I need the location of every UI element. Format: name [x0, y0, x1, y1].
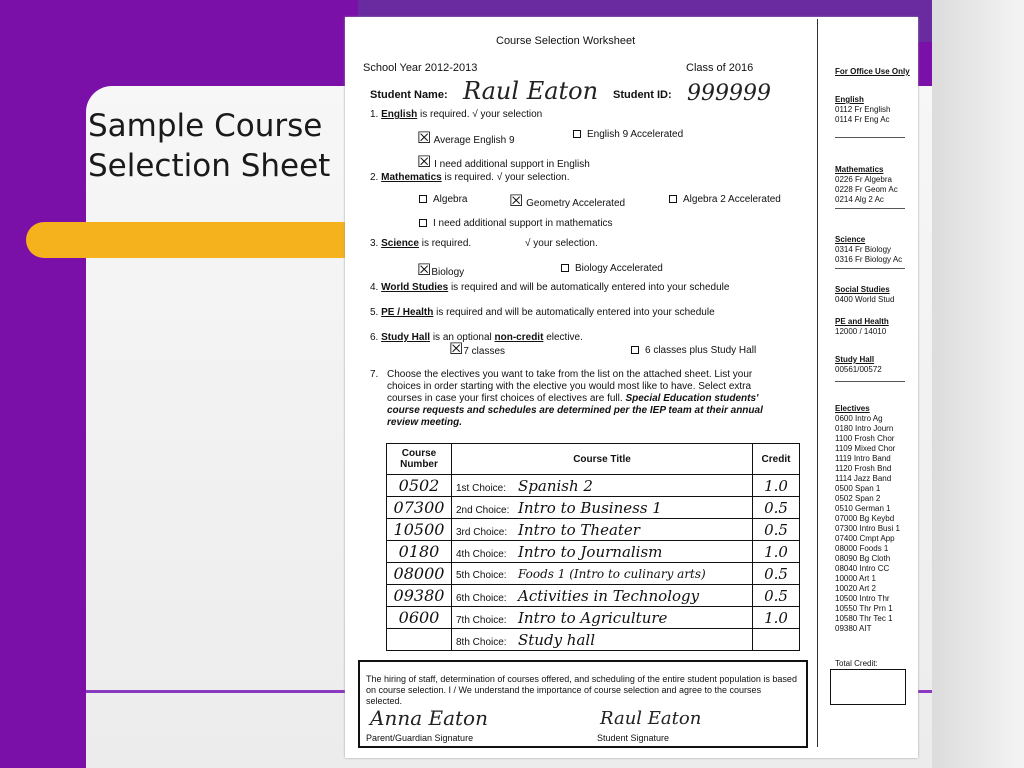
q3-subject: Science — [381, 238, 419, 249]
office-line: 07400 Cmpt App — [835, 534, 895, 543]
q4-text: is required and will be automatically entered into your schedule — [450, 282, 730, 293]
office-line: 0228 Fr Geom Ac — [835, 185, 898, 194]
office-line: 07300 Intro Busi 1 — [835, 524, 900, 533]
office-rule — [835, 381, 905, 382]
q7-paragraph — [387, 369, 763, 429]
office-line: 10020 Art 2 — [835, 584, 876, 593]
office-line: 12000 / 14010 — [835, 327, 887, 336]
q1-subject: English — [381, 109, 418, 120]
q1-opt1-label: Average English 9 — [433, 135, 515, 146]
q2-opt2-label: Geometry Accelerated — [526, 198, 626, 209]
table-row — [387, 629, 800, 651]
student-name-label: Student Name: — [370, 89, 448, 101]
agreement-box — [358, 660, 808, 748]
choice-label: 7th Choice: — [456, 614, 507, 626]
office-rule — [835, 137, 905, 138]
q2-opt1[interactable] — [419, 194, 467, 205]
office-line: 08090 Bg Cloth — [835, 554, 891, 563]
slide-title-line1: Sample Course — [88, 108, 323, 144]
office-line: 00561/00572 — [835, 365, 882, 374]
q2-opt1-label: Algebra — [433, 194, 468, 205]
total-credit-box[interactable] — [830, 669, 906, 705]
course-number-cell[interactable]: 0180 — [387, 541, 452, 563]
credit-cell[interactable]: 1.0 — [753, 541, 800, 563]
office-electives-heading: Electives — [835, 404, 870, 413]
q2-opt2[interactable] — [509, 191, 625, 210]
student-id-value: 999999 — [687, 81, 771, 106]
office-line: 0112 Fr English — [835, 105, 891, 114]
parent-signature[interactable]: Anna Eaton — [370, 706, 488, 730]
table-row — [387, 607, 800, 629]
q2-opt3-label: Algebra 2 Accelerated — [683, 194, 781, 205]
credit-cell[interactable]: 0.5 — [753, 497, 800, 519]
office-study-heading: Study Hall — [835, 355, 875, 364]
school-year: School Year 2012-2013 — [363, 62, 478, 74]
office-rule — [835, 268, 905, 269]
table-row — [387, 497, 800, 519]
course-table — [386, 443, 800, 651]
course-number-cell[interactable]: 10500 — [387, 519, 452, 541]
q6-noncredit: non-credit — [494, 332, 544, 343]
checked-mark-icon: ☒ — [417, 152, 432, 171]
q1-opt2-label: English 9 Accelerated — [587, 129, 684, 140]
checkbox-icon — [573, 130, 581, 138]
q2-num: 2. — [370, 172, 379, 183]
checkbox-icon — [669, 195, 677, 203]
checked-mark-icon: ☒ — [509, 191, 524, 210]
credit-cell[interactable] — [753, 629, 800, 651]
q3-row — [370, 238, 471, 249]
office-line: 0400 World Stud — [835, 295, 895, 304]
credit-cell[interactable]: 1.0 — [753, 475, 800, 497]
table-row — [387, 475, 800, 497]
q5-row — [370, 307, 715, 318]
q2-opt3[interactable] — [669, 194, 781, 205]
office-title-text: For Office Use Only — [835, 67, 910, 76]
q5-subject: PE / Health — [381, 307, 434, 318]
q6-opt2-label: 6 classes plus Study Hall — [645, 345, 757, 356]
q3-num: 3. — [370, 238, 379, 249]
office-line: 1114 Jazz Band — [835, 474, 892, 483]
office-line: 10500 Intro Thr — [835, 594, 890, 603]
choice-label: 5th Choice: — [456, 569, 507, 581]
course-title-cell[interactable] — [452, 497, 753, 519]
slide-title-line2: Selection Sheet — [88, 148, 331, 184]
office-line: 10550 Thr Prn 1 — [835, 604, 893, 613]
checkbox-icon — [561, 264, 569, 272]
q2-opt4-label: I need additional support in mathematics — [433, 218, 613, 229]
choice-title: Study hall — [518, 630, 596, 649]
q6-opt1[interactable] — [449, 339, 505, 358]
course-number-cell[interactable]: 0600 — [387, 607, 452, 629]
office-title — [835, 67, 910, 77]
q3-check: √ your selection. — [525, 238, 598, 249]
office-line: 1119 Intro Band — [835, 454, 891, 463]
office-social — [835, 285, 894, 305]
q7-line3: courses in case your first choices of electives are full. — [387, 393, 623, 404]
office-electives — [835, 404, 900, 634]
col-course-title: Course Title — [452, 444, 753, 475]
course-number-cell[interactable]: 07300 — [387, 497, 452, 519]
choice-label: 4th Choice: — [456, 548, 507, 560]
right-strip — [932, 0, 1024, 768]
credit-cell[interactable]: 0.5 — [753, 585, 800, 607]
checked-mark-icon: ☒ — [417, 128, 432, 147]
checked-mark-icon: ☒ — [417, 260, 432, 279]
office-line: 0600 Intro Ag — [835, 414, 883, 423]
q7-line4: course requests and schedules are determined per the IEP team at their annual — [387, 405, 763, 416]
class-of: Class of 2016 — [686, 62, 754, 74]
q7-line2: choices in order starting with the elective you would most like to have. Select extra — [387, 381, 752, 392]
office-line: 0180 Intro Journ — [835, 424, 894, 433]
choice-label: 3rd Choice: — [456, 526, 508, 538]
office-pe-heading: PE and Health — [835, 317, 889, 326]
choice-label: 8th Choice: — [456, 636, 507, 648]
office-line: 0214 Alg 2 Ac — [835, 195, 884, 204]
office-line: 10000 Art 1 — [835, 574, 876, 583]
choice-title: Intro to Theater — [518, 520, 640, 539]
course-title-cell[interactable] — [452, 629, 753, 651]
choice-title: Intro to Journalism — [518, 542, 663, 561]
course-title-cell[interactable] — [452, 607, 753, 629]
q4-subject: World Studies — [381, 282, 449, 293]
table-row — [387, 541, 800, 563]
checked-mark-icon: ☒ — [449, 339, 464, 358]
choice-title: Activities in Technology — [518, 586, 700, 605]
q4-num: 4. — [370, 282, 379, 293]
choice-title: Intro to Agriculture — [518, 608, 668, 627]
course-title-cell[interactable] — [452, 563, 753, 585]
choice-title: Spanish 2 — [518, 476, 593, 495]
office-science — [835, 235, 905, 269]
office-line: 0502 Span 2 — [835, 494, 881, 503]
course-title-cell[interactable] — [452, 475, 753, 497]
table-row — [387, 585, 800, 607]
q2-subject: Mathematics — [381, 172, 442, 183]
q3-opt1-label: Biology — [431, 267, 465, 278]
table-row — [387, 519, 800, 541]
agreement-text: The hiring of staff, determination of courses offered, and scheduling of the entire student population is based on course selection. I / We understand the importance of course selection and agree to the courses selected. — [366, 674, 797, 706]
course-number-cell[interactable] — [387, 629, 452, 651]
student-id-label: Student ID: — [613, 89, 672, 101]
slide-title — [88, 106, 348, 186]
office-total-label: Total Credit: — [835, 659, 878, 668]
accent-bar — [26, 222, 366, 258]
course-title-cell[interactable] — [452, 519, 753, 541]
office-line: 09380 AIT — [835, 624, 872, 633]
q3-opt1[interactable] — [417, 260, 464, 279]
col-course-number: Course Number — [387, 444, 452, 475]
course-number-cell[interactable]: 09380 — [387, 585, 452, 607]
q1-opt3[interactable] — [417, 152, 590, 171]
office-line: 10580 Thr Tec 1 — [835, 614, 893, 623]
q7-line1: Choose the electives you want to take from the list on the attached sheet. List your — [387, 369, 753, 380]
office-english-heading: English — [835, 95, 864, 104]
q2-text: is required. √ your selection. — [444, 172, 570, 183]
choice-label: 2nd Choice: — [456, 504, 510, 516]
course-number-cell[interactable]: 0502 — [387, 475, 452, 497]
credit-cell[interactable]: 0.5 — [753, 563, 800, 585]
choice-title: Foods 1 (Intro to culinary arts) — [518, 566, 706, 581]
choice-label: 6th Choice: — [456, 592, 507, 604]
course-number-cell[interactable]: 08000 — [387, 563, 452, 585]
office-line: 1120 Frosh Bnd — [835, 464, 892, 473]
worksheet-heading: Course Selection Worksheet — [496, 35, 636, 47]
office-rule — [835, 208, 905, 209]
q1-opt1[interactable] — [417, 128, 515, 147]
q7-line3b: Special Education students' — [625, 393, 759, 404]
q5-text: is required and will be automatically entered into your schedule — [436, 307, 715, 318]
office-pe — [835, 317, 889, 337]
q2-row — [370, 172, 569, 183]
office-line: 0314 Fr Biology — [835, 245, 892, 254]
office-science-heading: Science — [835, 235, 866, 244]
q6-opt2[interactable] — [631, 345, 756, 356]
q1-text: is required. √ your selection — [420, 109, 543, 120]
office-line: 08040 Intro CC — [835, 564, 890, 573]
student-signature-label: Student Signature — [597, 733, 670, 743]
office-math — [835, 165, 905, 209]
table-row — [387, 563, 800, 585]
worksheet-document — [345, 17, 918, 758]
office-line: 0500 Span 1 — [835, 484, 881, 493]
q6-opt1-label: 7 classes — [463, 346, 506, 357]
q6-text-a: is an optional — [432, 332, 492, 343]
office-math-heading: Mathematics — [835, 165, 884, 174]
office-line: 1100 Frosh Chor — [835, 434, 895, 443]
q3-text: is required. — [421, 238, 472, 249]
parent-signature-label: Parent/Guardian Signature — [366, 733, 474, 743]
checkbox-icon — [419, 195, 427, 203]
q6-num: 6. — [370, 332, 379, 343]
office-social-heading: Social Studies — [835, 285, 890, 294]
student-signature[interactable]: Raul Eaton — [600, 708, 702, 729]
q7-num: 7. — [370, 369, 379, 380]
q1-opt2[interactable] — [573, 129, 683, 140]
office-line: 0226 Fr Algebra — [835, 175, 892, 184]
choice-label: 1st Choice: — [456, 482, 507, 494]
q2-opt4[interactable] — [419, 218, 613, 229]
choice-title: Intro to Business 1 — [518, 498, 662, 517]
q6-text-b: elective. — [546, 332, 583, 343]
q6-subject: Study Hall — [381, 332, 431, 343]
q1-num: 1. — [370, 109, 379, 120]
checkbox-icon — [631, 346, 639, 354]
course-title-cell[interactable] — [452, 585, 753, 607]
q3-opt2[interactable] — [561, 263, 663, 274]
office-divider — [817, 19, 818, 747]
q7-line5: review meeting. — [387, 417, 463, 428]
office-line: 0114 Fr Eng Ac — [835, 115, 890, 124]
office-line: 0510 German 1 — [835, 504, 891, 513]
credit-cell[interactable]: 1.0 — [753, 607, 800, 629]
student-name-value: Raul Eaton — [463, 77, 599, 105]
office-line: 08000 Foods 1 — [835, 544, 889, 553]
q4-row — [370, 282, 729, 293]
q3-opt2-label: Biology Accelerated — [575, 263, 663, 274]
checkbox-icon — [419, 219, 427, 227]
q1-row — [370, 109, 542, 120]
office-english — [835, 95, 905, 138]
office-study — [835, 355, 905, 382]
col-credit: Credit — [753, 444, 800, 475]
office-line: 1109 Mixed Chor — [835, 444, 896, 453]
office-line: 0316 Fr Biology Ac — [835, 255, 903, 264]
q5-num: 5. — [370, 307, 379, 318]
course-title-cell[interactable] — [452, 541, 753, 563]
credit-cell[interactable]: 0.5 — [753, 519, 800, 541]
office-line: 07000 Bg Keybd — [835, 514, 895, 523]
q1-opt3-label: I need additional support in English — [434, 159, 590, 170]
